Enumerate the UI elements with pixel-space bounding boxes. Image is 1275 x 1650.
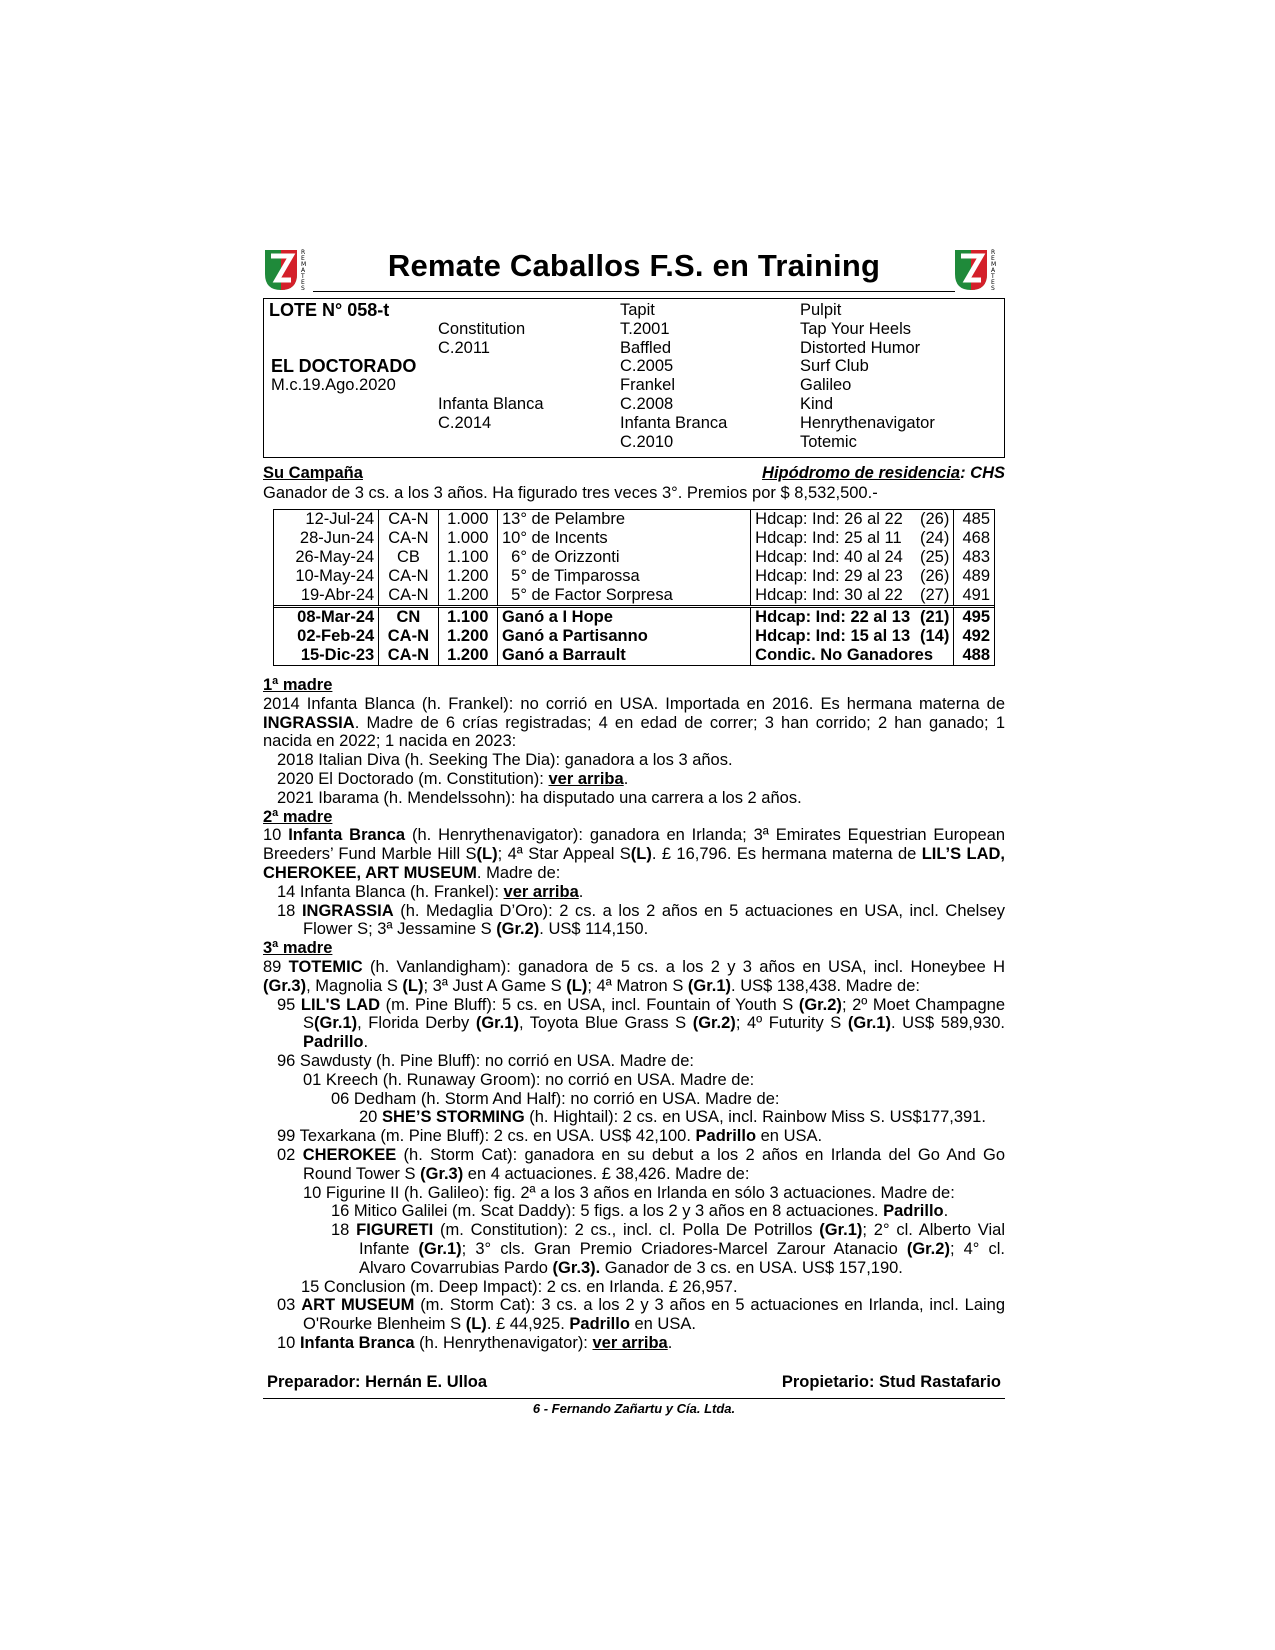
pedigree-box [263,298,1005,458]
text-run: (Gr.2) [496,920,540,939]
race-track: CA-N [379,646,438,665]
gen3-item: Tap Your Heels [800,320,911,338]
text-run: 10 [277,1333,300,1352]
page-footer-text: 6 - Fernando Zañartu y Cía. Ltda. [532,1400,736,1416]
text-run: 89 [263,957,289,976]
produce-line [263,1184,1005,1203]
race-date: 26-May-24 [274,548,379,567]
race-pos: 13° de Pelambre [497,510,750,529]
race-rating: 489 [962,567,990,585]
text-run: ART MUSEUM [301,1296,415,1315]
race-cond [751,548,954,567]
text-run: SHE’S STORMING [381,1108,525,1127]
race-rating: 495 [954,607,994,628]
catalog-page [263,240,1005,1416]
text-run: (Gr.2) [906,1239,950,1258]
gen2-item: C.2008 [620,395,674,413]
race-row [274,567,994,586]
race-cond [751,586,954,607]
race-rating: 485 [962,510,990,528]
produce-line [263,1052,1005,1071]
text-run: . £ 16,796. Es hermana materna de [651,845,922,864]
text-run: (Gr.1) [418,1239,462,1258]
footer [263,1373,1005,1392]
text-run: 2018 Italian Diva (h. Seeking The Dia): ganadora a los 3 años. [277,751,733,770]
race-date: 15-Dic-23 [274,646,379,665]
race-row [274,586,994,607]
text-run: (L) [630,845,652,864]
race-pos: 5° de Timparossa [497,567,750,586]
gen3-item: Galileo [800,376,852,394]
horse-info: M.c.19.Ago.2020 [271,376,396,394]
text-run: ; 2° cl. Alberto Vial Infante [359,1221,1006,1258]
text-run: (Gr.2) [798,995,842,1014]
race-cond-text: Hdcap: Ind: 25 al 11 [755,529,902,547]
text-run: LIL’S LAD, CHEROKEE, ART MUSEUM [263,845,1006,882]
section-heading: 3ª madre [263,939,333,958]
text-run: (L) [566,976,588,995]
gen2-item: Baffled [620,339,672,357]
svg-text:M: M [991,261,997,268]
text-run: 2014 Infanta Blanca (h. Frankel): no corrió en USA. Importada en 2016. Es hermana materna de [263,694,1005,713]
dam-year: C.2014 [438,414,492,432]
produce-line [263,751,1005,770]
text-run: en 4 actuaciones. £ 38,426. Madre de: [463,1164,750,1183]
svg-text:E: E [301,279,305,286]
text-run: ; 3ª Just A Game S [423,976,567,995]
text-run: (Gr.1) [819,1221,863,1240]
text-run: FIGURETI [356,1221,434,1240]
text-run: 18 [331,1221,357,1240]
text-run: . £ 44,925. [486,1315,570,1334]
svg-text:R: R [991,249,996,256]
sire: Constitution [438,320,526,338]
text-run: (m. Constitution): 2 cs., incl. cl. Polla De Potrillos [433,1221,820,1240]
text-run: en USA. [629,1315,696,1334]
svg-text:S: S [991,285,995,292]
text-run: Padrillo [569,1315,630,1334]
text-run: , Magnolia S [306,976,403,995]
race-cond [751,607,954,628]
race-dist: 1.100 [438,548,497,567]
campaign-summary: Ganador de 3 cs. a los 3 años. Ha figurado tres veces 3°. Premios por $ 8,532,500.- [263,484,878,502]
gen3-item: Distorted Humor [800,339,921,357]
text-run: TOTEMIC [288,957,363,976]
see-above-link: ver arriba [592,1333,668,1352]
text-run: Infanta Branca [299,1333,415,1352]
text-run: ; 2º Moet Champagne S [303,995,1005,1033]
text-run: (Gr.1) [847,1014,891,1033]
svg-text:E: E [991,255,995,262]
race-cond [751,567,954,586]
campaign-title: Su Campaña [263,464,363,482]
race-track: CA-N [379,627,438,646]
text-run: 2020 El Doctorado (m. Constitution): [277,769,549,788]
race-cond [751,529,954,548]
race-dist: 1.200 [438,627,497,646]
text-run: 02 [277,1145,303,1164]
race-field-size: (14) [920,627,950,645]
text-run: Padrillo [883,1202,944,1221]
race-dist: 1.200 [438,567,497,586]
race-date: 08-Mar-24 [274,607,379,628]
text-run: ; 4º Futurity S [735,1014,848,1033]
text-run: CHEROKEE [302,1145,397,1164]
text-run: (Gr.3) [263,976,307,995]
produce-line: 16 Mitico Galilei (m. Scat Daddy): 5 figs. a los 2 y 3 años en 8 actuaciones. Padrillo. [331,1202,949,1221]
madre2-paragraph [263,826,1005,882]
produce-line [263,1090,1005,1109]
text-run: ; 4° cl. Alvaro Covarrubias Pardo [359,1239,1005,1277]
page-header [263,240,1005,292]
produce-line [263,1127,1005,1146]
race-row [274,607,994,628]
see-above-link: ver arriba [548,769,624,788]
text-run: (h. Henrythenavigator): [414,1333,593,1352]
text-run: 01 Kreech (h. Runaway Groom): no corrió en USA. Madre de: [303,1070,755,1089]
produce-line [263,1221,1005,1277]
text-run: (h. Vanlandigham): ganadora de 5 cs. a los 2 y 3 años en USA, incl. Honeybee H [362,957,1005,976]
race-pos: 10° de Incents [497,529,750,548]
race-cond-text: Hdcap: Ind: 30 al 22 [755,586,903,604]
race-dist: 1.200 [438,586,497,607]
text-run: , Toyota Blue Grass S [518,1014,693,1033]
text-run: (Gr.1) [687,976,732,995]
text-run: 2021 Ibarama (h. Mendelssohn): ha disputado una carrera a los 2 años. [277,788,802,807]
race-rating: 491 [962,586,990,604]
text-run: (L) [465,1315,487,1334]
zr-logo-icon [263,246,315,292]
see-above-link: ver arriba [503,882,579,901]
text-run: (Gr.1) [475,1014,519,1033]
header-rule [313,291,955,292]
race-date: 10-May-24 [274,567,379,586]
page-title: Remate Caballos F.S. en Training [387,248,881,283]
text-run: 16 Mitico Galilei (m. Scat Daddy): 5 figs. a los 2 y 3 años en 8 actuaciones. [331,1202,884,1221]
residence-value: : CHS [960,464,1005,482]
text-run: (L) [402,976,424,995]
race-field-size: (26) [920,567,950,585]
race-dist: 1.200 [438,646,497,665]
section-heading: 2ª madre [263,807,333,826]
race-cond-text: Hdcap: Ind: 40 al 24 [755,548,903,566]
svg-text:S: S [301,285,305,292]
svg-text:A: A [301,267,306,274]
produce-line: 2020 El Doctorado (m. Constitution): ver arriba. [277,769,629,788]
text-run: (h. Storm Cat): ganadora en su debut a los 2 años en Irlanda del Go And Go Round Tower S [303,1145,1006,1183]
text-run: Padrillo [303,1033,364,1052]
text-run: (m. Storm Cat): 3 cs. a los 2 y 3 años en 5 actuaciones en Irlanda, incl. Laing O'Rourke Blenheim S [303,1296,1006,1334]
text-run: . Madre de: [476,863,561,882]
race-track: CA-N [379,529,438,548]
madre3-paragraph [263,958,1005,996]
race-cond-text: Condic. No Ganadores [755,646,934,664]
svg-text:T: T [991,273,995,280]
svg-text:M: M [301,261,307,268]
race-row [274,510,994,529]
text-run: 10 [263,826,289,845]
race-track: CB [379,548,438,567]
zr-logo-icon [953,246,1005,292]
text-run: Infanta Branca [288,826,406,845]
text-run: (m. Pine Bluff): 5 cs. en USA, incl. Fountain of Youth S [380,995,799,1014]
gen2-item: T.2001 [620,320,670,338]
text-run: (h. Henrythenavigator): ganadora en Irlanda; 3ª Emirates Equestrian European Breeders’ Fund Marble Hill S [263,826,1005,864]
svg-text:E: E [301,255,305,262]
race-rating: 483 [962,548,990,566]
text-run: en USA. [756,1127,823,1146]
text-run: (h. Medaglia D’Oro): 2 cs. a los 2 años en 5 actuaciones en USA, incl. Chelsey Flower S; 3ª Jessamine S [303,901,1006,939]
gen2-item: Frankel [620,376,676,394]
text-run: ; 4ª Star Appeal S [497,845,631,864]
race-track: CA-N [379,510,438,529]
race-rating: 492 [962,627,990,645]
svg-text:E: E [991,279,995,286]
produce-line [263,1108,1005,1127]
text-run: . US$ 114,150. [539,920,649,939]
produce-line [263,1278,1005,1297]
race-row [274,646,994,665]
race-pos: Ganó a Barrault [497,646,750,665]
sire-year: C.2011 [438,339,490,357]
trainer: Preparador: Hernán E. Ulloa [267,1372,488,1391]
gen2-item: Tapit [620,301,655,319]
race-date: 12-Jul-24 [274,510,379,529]
svg-text:A: A [991,267,996,274]
race-cond-text: Hdcap: Ind: 22 al 13 [755,608,911,626]
text-run: ; 4ª Matron S [587,976,688,995]
campaign-header [263,464,1005,483]
gen3-item: Kind [800,395,834,413]
race-rating: 488 [962,646,990,664]
race-row [274,627,994,646]
residence [762,464,1005,483]
produce-line [263,902,1005,940]
lot-number: LOTE N° 058-t [269,300,390,320]
text-run: 15 Conclusion (m. Deep Impact): 2 cs. en Irlanda. £ 26,957. [301,1277,738,1296]
race-track: CA-N [379,586,438,607]
text-run: Ganador de 3 cs. en USA. US$ 157,190. [600,1258,903,1277]
text-run: (Gr.1) [314,1014,358,1033]
text-run: (Gr.3). [552,1258,601,1277]
race-cond-text: Hdcap: Ind: 29 al 23 [755,567,903,585]
text-run: 20 [359,1108,382,1127]
race-row [274,529,994,548]
text-run: , Florida Derby [357,1014,476,1033]
race-cond-text: Hdcap: Ind: 26 al 22 [755,510,903,528]
produce-line [263,1296,1005,1334]
footer-rule [263,1398,1005,1399]
residence-label: Hipódromo de residencia [762,464,961,482]
gen3-item: Pulpit [800,301,842,319]
produce-line [263,1071,1005,1090]
text-run: Padrillo [695,1127,757,1146]
owner: Propietario: Stud Rastafario [781,1372,1001,1391]
gen2-item: C.2010 [620,433,674,451]
race-date: 02-Feb-24 [274,627,379,646]
race-field-size: (26) [920,510,950,528]
family-text [263,676,1005,1353]
gen3-item: Henrythenavigator [800,414,935,432]
race-cond [751,646,954,665]
produce-line: 14 Infanta Blanca (h. Frankel): ver arriba. [277,882,584,901]
race-table [273,509,995,666]
text-run: 99 Texarkana (m. Pine Bluff): 2 cs. en USA. US$ 42,100. [277,1127,696,1146]
race-dist: 1.000 [438,529,497,548]
text-run: . US$ 138,438. Madre de: [731,976,920,995]
text-run: (Gr.2) [692,1014,736,1033]
race-pos: Ganó a Partisanno [497,627,750,646]
text-run: 06 Dedham (h. Storm And Half): no corrió en USA. Madre de: [331,1089,780,1108]
text-run: (Gr.3) [420,1164,464,1183]
race-cond-text: Hdcap: Ind: 15 al 13 [755,627,911,645]
race-dist: 1.000 [438,510,497,529]
text-run: 18 [277,901,302,920]
text-run: (h. Hightail): 2 cs. en USA, incl. Rainbow Miss S. US$177,391. [524,1108,986,1127]
section-heading: 1ª madre [263,676,333,694]
race-field-size: (25) [920,548,950,566]
produce-line: 95 LIL'S LAD (m. Pine Bluff): 5 cs. en USA, incl. Fountain of Youth S (Gr.2); 2º Moet Champagne S(Gr.1), Florida Derby (Gr.1), Toyota Blue Grass S (Gr.2); 4º Futurity S (Gr.1). US$ 589,930. Padrillo. [277,995,1005,1052]
produce-line [263,789,1005,808]
race-pos: 6° de Orizzonti [497,548,750,567]
text-run: . Madre de 6 crías registradas; 4 en edad de correr; 3 han corrido; 2 han ganado; 1 nacida en 2022; 1 nacida en 2023: [263,713,1005,751]
text-run: 03 [277,1296,302,1315]
text-run: INGRASSIA [301,901,394,920]
text-run: (L) [476,845,498,864]
gen3-item: Totemic [800,433,857,451]
race-row [274,548,994,567]
text-run: . US$ 589,930. [890,1014,1005,1033]
text-run: 95 [277,995,301,1014]
race-track: CA-N [379,567,438,586]
gen2-item: Infanta Branca [620,414,728,432]
produce-line: 10 Infanta Branca (h. Henrythenavigator): ver arriba. [277,1333,673,1352]
madre1-paragraph [263,695,1005,751]
race-cond [751,510,954,529]
race-rating: 468 [962,529,990,547]
text-run: 10 Figurine II (h. Galileo): fig. 2ª a los 3 años en Irlanda en sólo 3 actuaciones. Madre de: [303,1183,955,1202]
race-dist: 1.100 [438,607,497,628]
race-field-size: (24) [920,529,950,547]
gen2-item: C.2005 [620,357,674,375]
produce-line [263,1146,1005,1184]
race-track: CN [379,607,438,628]
race-pos: 5° de Factor Sorpresa [497,586,750,607]
horse-name: EL DOCTORADO [271,356,417,376]
text-run: INGRASSIA [263,713,355,732]
gen3-item: Surf Club [800,357,869,375]
text-run: 14 Infanta Blanca (h. Frankel): [277,882,504,901]
text-run: ; 3° cls. Gran Premio Criadores-Marcel Zarour Atanacio [461,1239,907,1258]
race-cond [751,627,954,646]
race-date: 28-Jun-24 [274,529,379,548]
svg-text:T: T [301,273,305,280]
race-pos: Ganó a I Hope [497,607,750,628]
text-run: 96 Sawdusty (h. Pine Bluff): no corrió en USA. Madre de: [277,1051,694,1070]
text-run: LIL'S LAD [300,995,381,1014]
race-field-size: (27) [920,586,950,604]
race-field-size: (21) [920,608,950,626]
svg-text:R: R [301,249,306,256]
race-date: 19-Abr-24 [274,586,379,607]
dam: Infanta Blanca [438,395,544,413]
